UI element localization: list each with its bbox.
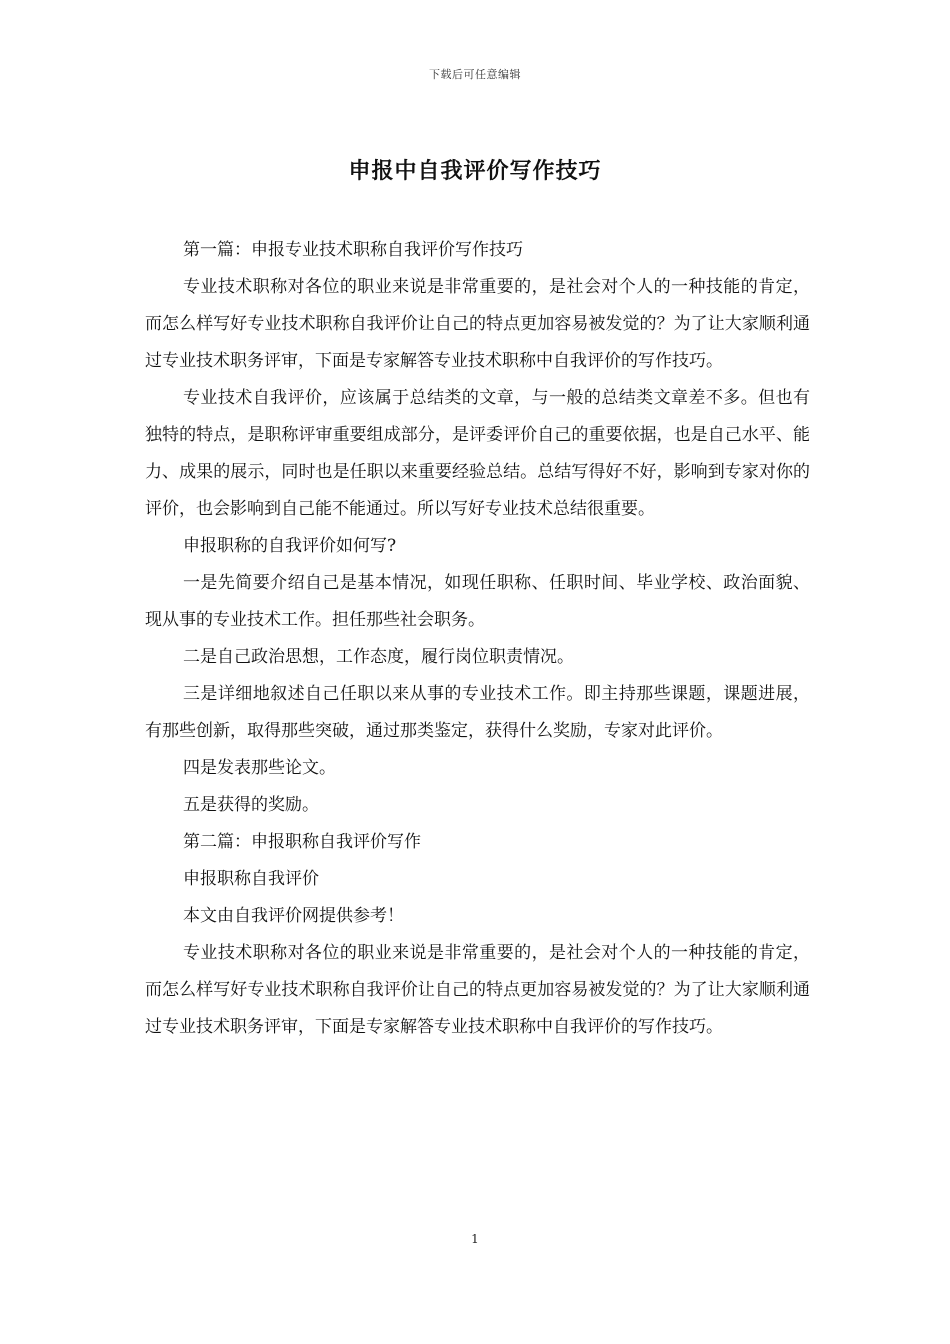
source-note: 本文由自我评价网提供参考！ (183, 906, 404, 926)
section-heading-1: 第一篇：申报专业技术职称自我评价写作技巧 (183, 240, 523, 260)
list-item-3: 三是详细地叙述自己任职以来从事的专业技术工作。即主持那些课题，课题进展，有那些创新，取得那些突破，通过那类鉴定，获得什么奖励，专家对此评价。 (145, 684, 810, 741)
list-item-4: 四是发表那些论文。 (183, 758, 336, 778)
document-title: 申报中自我评价写作技巧 (348, 158, 602, 184)
paragraph: 专业技术职称对各位的职业来说是非常重要的，是社会对个人的一种技能的肯定，而怎么样写好专业技术职称自我评价让自己的特点更加容易被发觉的？为了让大家顺利通过专业技术职务评审，下面是专家解答专业技术职称中自我评价的写作技巧。 (145, 943, 810, 1037)
document-body (145, 232, 810, 1046)
paragraph: 专业技术自我评价，应该属于总结类的文章，与一般的总结类文章差不多。但也有独特的特点，是职称评审重要组成部分，是评委评价自己的重要依据，也是自己水平、能力、成果的展示，同时也是任职以来重要经验总结。总结写得好不好，影响到专家对你的评价，也会影响到自己能不能通过。所以写好专业技术总结很重要。 (145, 388, 810, 519)
list-item-1: 一是先简要介绍自己是基本情况，如现任职称、任职时间、毕业学校、政治面貌、现从事的专业技术工作。担任那些社会职务。 (145, 573, 810, 630)
list-item-5: 五是获得的奖励。 (183, 795, 319, 815)
subheading: 申报职称自我评价 (183, 869, 319, 889)
question-line: 申报职称的自我评价如何写? (183, 536, 397, 556)
list-item-2: 二是自己政治思想，工作态度，履行岗位职责情况。 (183, 647, 574, 667)
section-heading-2: 第二篇：申报职称自我评价写作 (183, 832, 421, 852)
paragraph: 专业技术职称对各位的职业来说是非常重要的，是社会对个人的一种技能的肯定，而怎么样写好专业技术职称自我评价让自己的特点更加容易被发觉的？为了让大家顺利通过专业技术职务评审，下面是专家解答专业技术职称中自我评价的写作技巧。 (145, 277, 810, 371)
page-number: 1 (471, 1232, 479, 1246)
header-note: 下载后可任意编辑 (429, 68, 521, 81)
